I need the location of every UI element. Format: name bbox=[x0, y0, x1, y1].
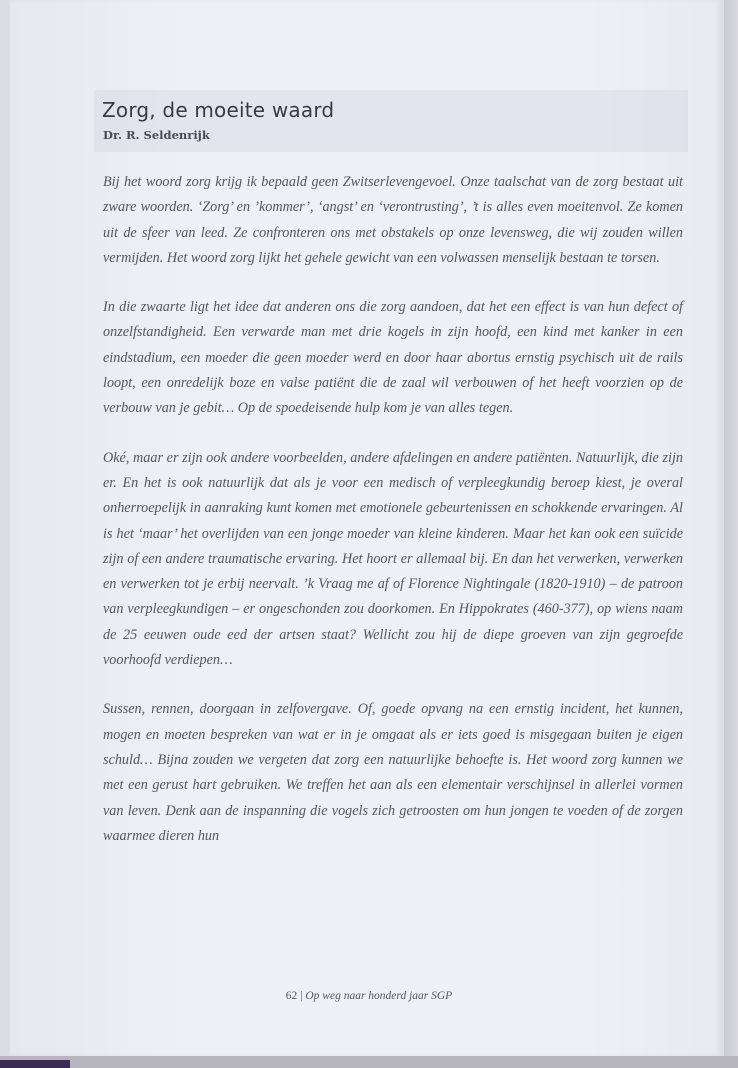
footer-separator: | bbox=[300, 990, 303, 1002]
page-bottom-edge bbox=[0, 1056, 738, 1068]
book-spine bbox=[724, 0, 738, 1056]
article-body bbox=[103, 170, 683, 873]
article-title: Zorg, de moeite waard bbox=[102, 98, 335, 122]
article-author: Dr. R. Seldenrijk bbox=[103, 128, 210, 142]
page-number: 62 bbox=[285, 990, 298, 1002]
paragraph-4: Sussen, rennen, doorgaan in zelfovergave. Of, goede opvang na een ernstig incident, het kunnen, mogen en moeten bespreken van wat er in je omgaat als er iets goed is misgegaan buiten je eigen schuld… Bijna zouden we vergeten dat zorg een natuurlijke behoefte is. Het woord zorg kunnen we met een gerust hart gebruiken. We treffen het aan als een elementair verschijnsel in allerlei vormen van leven. Denk aan de inspanning die vogels zich getroosten om hun jongen te voeden of de zorgen waarmee dieren hun bbox=[103, 701, 683, 844]
paragraph-2: In die zwaarte ligt het idee dat anderen ons die zorg aandoen, dat het een effect is van hun defect of onzelfstandigheid. Een verwarde man met drie kogels in zijn hoofd, een kind met kanker in een eindstadium, een moeder die geen moeder werd en door haar abortus ernstig psychisch uit de rails loopt, een onredelijk boze en valse patiënt die de zaal wil verbouwen of het heeft voorzien op de verbouw van je gebit… Op de spoedeisende hulp kom je van alles tegen. bbox=[103, 299, 683, 417]
paragraph-3: Oké, maar er zijn ook andere voorbeelden, andere afdelingen en andere patiënten. Natuurlijk, die zijn er. En het is ook natuurlijk dat als je voor een medisch of verpleegkundig beroep kiest, je overal onherroepelijk in aanraking kunt komen met emotionele gebeurtenissen en schokkende ervaringen. Al is het ‘maar’ het overlijden van een jonge moeder van kleine kinderen. Maar het kan ook een suïcide zijn of een andere traumatische ervaring. Het hoort er allemaal bij. En dan het verwerken, verwerken en verwerken tot je erbij neervalt. ’k Vraag me af of Florence Nightingale (1820-1910) – de patroon van verpleegkundigen – er ongeschonden zou doorkomen. En Hippokrates (460-377), op wiens naam de 25 eeuwen oude eed der artsen staat? Wellicht zou hij de diepe groeven van zijn gegroefde voorhoofd verdiepen… bbox=[103, 449, 683, 669]
book-title: Op weg naar honderd jaar SGP bbox=[305, 990, 453, 1002]
bottom-edge-mark bbox=[0, 1060, 70, 1068]
paragraph-1: Bij het woord zorg krijg ik bepaald geen Zwitserlevengevoel. Onze taalschat van de zorg bestaat uit zware woorden. ‘Zorg’ en ’kommer’, ‘angst’ en ‘verontrusting’, ’t is alles even moeitenvol. Ze komen uit de sfeer van leed. Ze confronteren ons met obstakels op onze levensweg, die wij zouden willen vermijden. Het woord zorg lijkt het gehele gewicht van een volwassen menselijk bestaan te torsen. bbox=[103, 174, 683, 266]
page-footer bbox=[0, 990, 738, 1002]
